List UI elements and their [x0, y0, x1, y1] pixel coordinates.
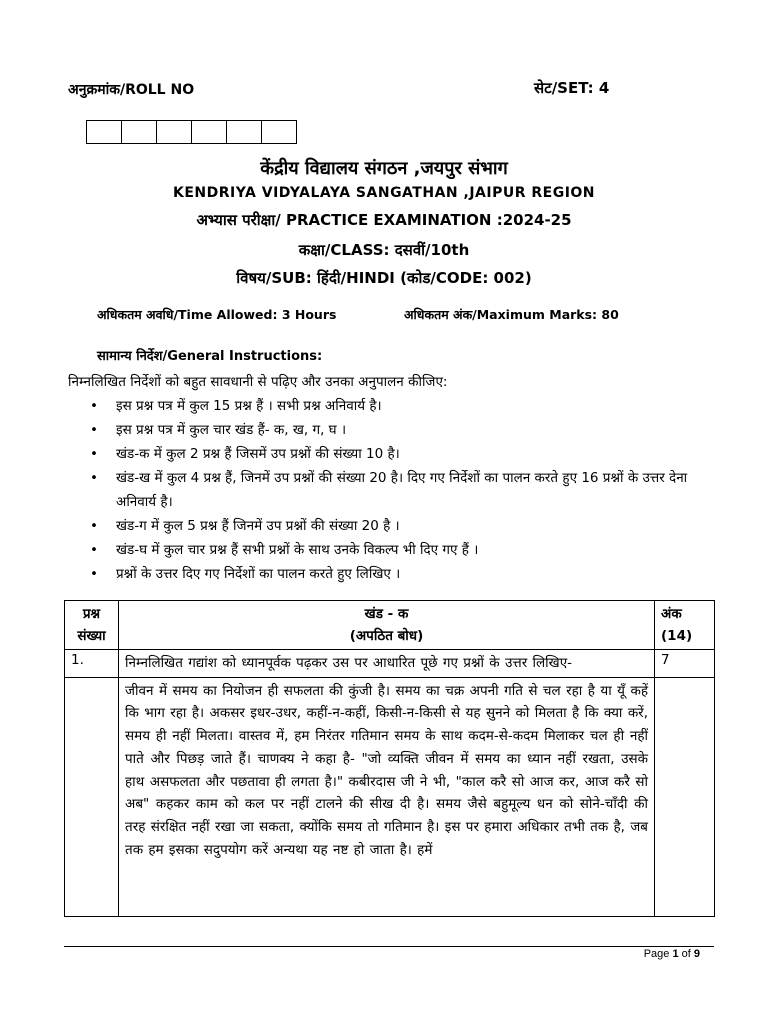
instructions-list — [68, 394, 713, 586]
maximum-marks: अधिकतम अंक/Maximum Marks: 80 — [404, 307, 619, 322]
roll-digit-box[interactable] — [87, 121, 122, 143]
section-title: खंड - क — [364, 606, 409, 622]
instructions-intro: निम्नलिखित निर्देशों को बहुत सावधानी से पढ़िए और उनका अनुपालन कीजिए: — [68, 374, 448, 390]
question-number-header: प्रश्न संख्या — [65, 601, 119, 650]
table-row — [65, 677, 715, 916]
instruction-item: • खंड-ग में कुल 5 प्रश्न हैं जिनमें उप प्रश्नों की संख्या 20 है । — [116, 514, 713, 538]
page-number: Page 1 of 9 — [643, 948, 700, 960]
instruction-item: • इस प्रश्न पत्र में कुल चार खंड हैं- क, ख, ग, घ । — [116, 418, 713, 442]
instruction-item: • खंड-क में कुल 2 प्रश्न हैं जिसमें उप प्रश्नों की संख्या 10 है। — [116, 442, 713, 466]
footer-divider — [64, 946, 714, 947]
org-title-english: KENDRIYA VIDYALAYA SANGATHAN ,JAIPUR REGION — [172, 185, 596, 201]
roll-digit-box[interactable] — [157, 121, 192, 143]
subject-line: विषय/SUB: हिंदी/HINDI (कोड/CODE: 002) — [236, 269, 532, 287]
class-line: कक्षा/CLASS: दसवीं/10th — [298, 241, 470, 259]
roll-number-boxes[interactable] — [86, 120, 297, 144]
instruction-item: • खंड-घ में कुल चार प्रश्न हैं सभी प्रश्नों के साथ उनके विकल्प भी दिए गए हैं । — [116, 538, 713, 562]
instruction-item: • प्रश्नों के उत्तर दिए गए निर्देशों का पालन करते हुए लिखिए । — [116, 562, 713, 586]
section-subtitle: (अपठित बोध) — [349, 628, 424, 644]
marks-header: अंक (14) — [655, 601, 715, 650]
instructions-heading: सामान्य निर्देश/General Instructions: — [97, 349, 323, 364]
org-title-hindi: केंद्रीय विद्यालय संगठन ,जयपुर संभाग — [260, 158, 508, 179]
section-a-table — [64, 600, 715, 917]
section-header — [119, 601, 655, 650]
passage-text: जीवन में समय का नियोजन ही सफलता की कुंजी है। समय का चक्र अपनी गति से चल रहा है या यूँ कहें कि भाग रहा है। अकसर इधर-उधर, कहीं-न-कहीं, किसी-न-किसी से यह सुनने को मिलता है कि क्या करें, समय ही नहीं मिलता। वास्तव में, हम निरंतर गतिमान समय के साथ कदम-से-कदम मिलाकर चल ही नहीं पाते और पिछड़ जाते हैं। चाणक्य ने कहा है- "जो व्यक्ति जीवन में समय का ध्यान नहीं रखता, उसके हाथ असफलता और पछतावा ही लगता है।" कबीरदास जी ने भी, "काल करै सो आज कर, आज करै सो अब" कहकर काम को कल पर नहीं टालने की सीख दी है। समय जैसे बहुमूल्य धन को सोने-चाँदी की तरह संरक्षित नहीं रखा जा सकता, क्योंकि समय तो गतिमान है। इस पर हमारा अधिकार तभी तक है, जब तक हम इसका सदुपयोग करें अन्यथा यह नष्ट हो जाता है। हमें — [119, 677, 655, 916]
table-row — [65, 650, 715, 678]
table-header-row — [65, 601, 715, 650]
empty-cell — [655, 677, 715, 916]
instruction-item: • खंड-ख में कुल 4 प्रश्न हैं, जिनमें उप प्रश्नों की संख्या 20 है। दिए गए निर्देशों का पालन करते हुए 16 प्रश्नों के उत्तर देना अनिवार्य है। — [116, 466, 713, 514]
roll-digit-box[interactable] — [227, 121, 262, 143]
question-text: निम्नलिखित गद्यांश को ध्यानपूर्वक पढ़कर उस पर आधारित पूछे गए प्रश्नों के उत्तर लिखिए- — [119, 650, 655, 678]
roll-digit-box[interactable] — [192, 121, 227, 143]
empty-cell — [65, 677, 119, 916]
instructions-block — [68, 370, 713, 586]
set-label: सेट/SET: 4 — [534, 79, 610, 97]
roll-no-label: अनुक्रमांक/ROLL NO — [68, 82, 195, 98]
question-number: 1. — [65, 650, 119, 678]
roll-digit-box[interactable] — [122, 121, 157, 143]
time-allowed: अधिकतम अवधि/Time Allowed: 3 Hours — [97, 307, 337, 322]
instruction-item: • इस प्रश्न पत्र में कुल 15 प्रश्न हैं । सभी प्रश्न अनिवार्य है। — [116, 394, 713, 418]
question-marks: 7 — [655, 650, 715, 678]
exam-title: अभ्यास परीक्षा/ PRACTICE EXAMINATION :2024-25 — [196, 211, 572, 229]
roll-digit-box[interactable] — [262, 121, 296, 143]
